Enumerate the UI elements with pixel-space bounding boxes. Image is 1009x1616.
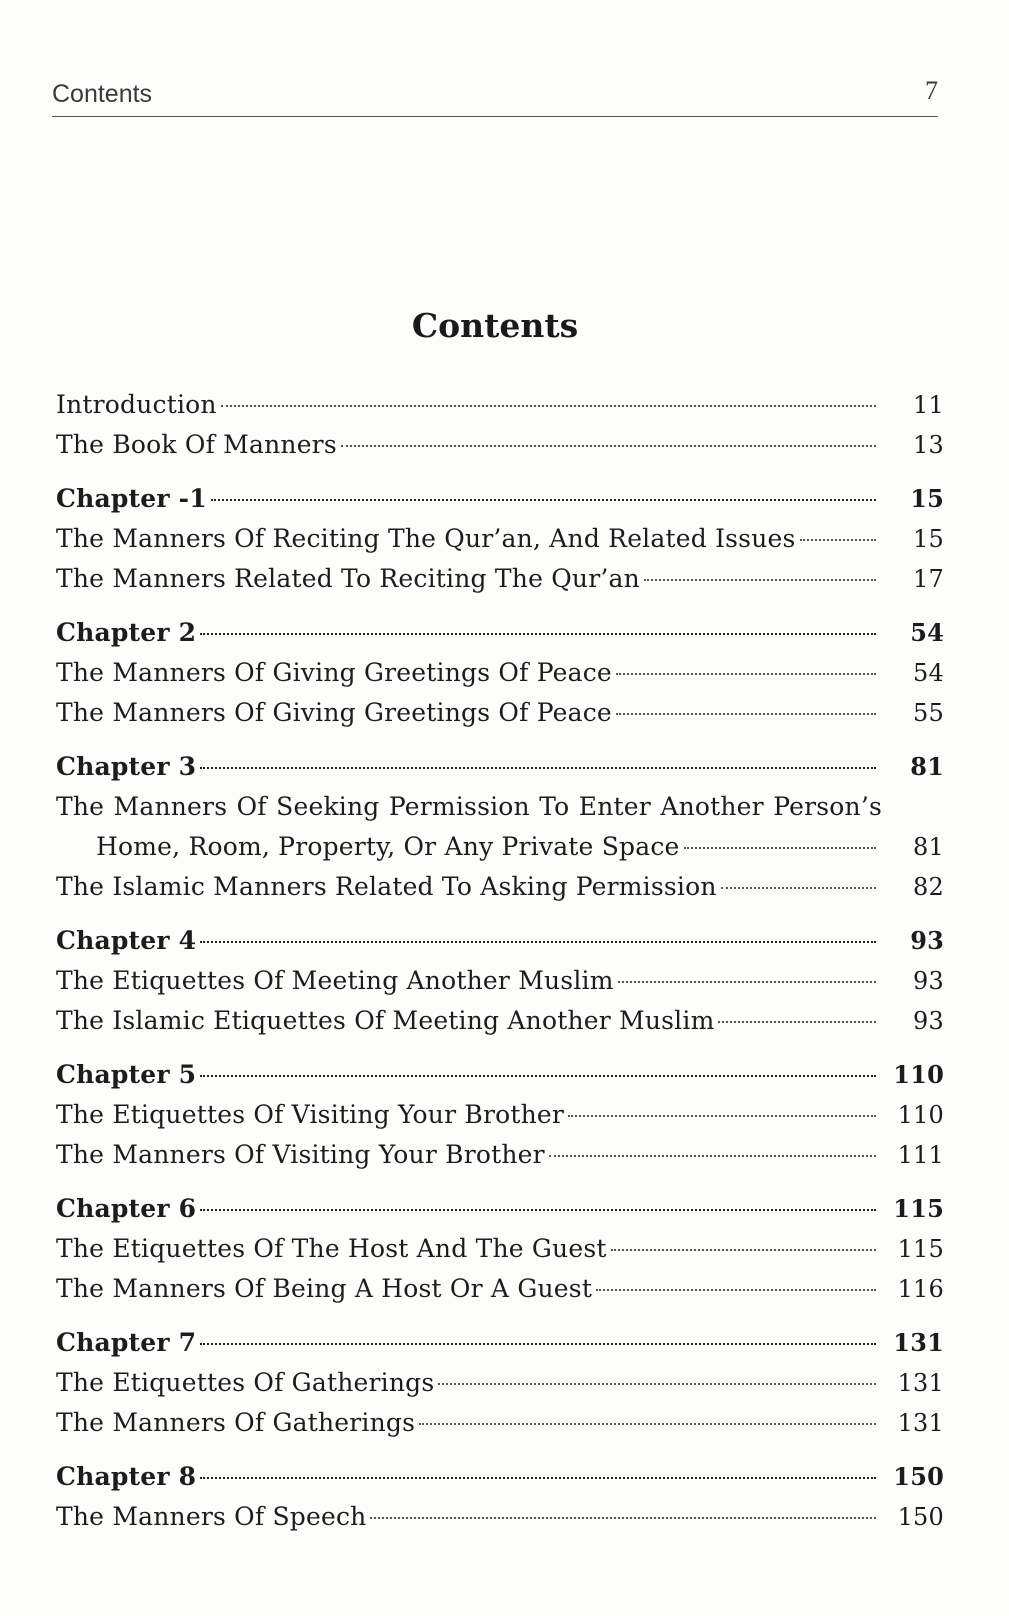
toc-entry-page: 110: [897, 1101, 944, 1129]
toc-group-chapter-6: [56, 1189, 944, 1309]
dot-leader: [200, 1209, 876, 1211]
toc-chapter-page: 150: [893, 1462, 944, 1491]
page-title: Contents: [411, 306, 579, 345]
dot-leader: [200, 941, 876, 943]
toc-entry-page: 11: [913, 391, 944, 419]
toc-entry-page: 93: [913, 967, 944, 995]
toc-entry[interactable]: [56, 425, 944, 465]
toc-chapter-page: 15: [910, 484, 944, 513]
running-title: Contents: [52, 80, 153, 108]
toc-entry-label: The Manners Of Speech: [56, 1502, 367, 1531]
dot-leader: [611, 1249, 876, 1251]
dot-leader: [721, 887, 876, 889]
running-header: [52, 76, 938, 117]
toc-chapter-page: 81: [910, 752, 944, 781]
toc-entry-label: The Manners Of Reciting The Qur’an, And Related Issues: [56, 524, 796, 553]
toc-chapter-heading[interactable]: [56, 1323, 944, 1363]
toc-entry-label: The Book Of Manners: [56, 430, 337, 459]
toc-entry-page: 82: [913, 873, 944, 901]
toc-entry-page: 131: [897, 1409, 944, 1437]
toc-chapter-heading[interactable]: [56, 613, 944, 653]
toc-chapter-label: Chapter 8: [56, 1462, 197, 1491]
toc-entry-page: 93: [913, 1007, 944, 1035]
toc-entry[interactable]: [56, 385, 944, 425]
toc-entry[interactable]: [56, 693, 944, 733]
toc-entry-page: 115: [897, 1235, 944, 1263]
toc-entry[interactable]: [56, 1001, 944, 1041]
toc-entry[interactable]: [56, 1403, 944, 1443]
dot-leader: [644, 579, 876, 581]
toc-entry-page: 116: [897, 1275, 944, 1303]
toc-entry-label: The Etiquettes Of Meeting Another Muslim: [56, 966, 614, 995]
toc-entry-label: The Etiquettes Of Visiting Your Brother: [56, 1100, 565, 1129]
toc-entry-label-line2: Home, Room, Property, Or Any Private Space: [96, 832, 680, 861]
toc-entry-label: The Manners Related To Reciting The Qur’an: [56, 564, 640, 593]
dot-leader: [800, 539, 876, 541]
toc-entry-label: The Manners Of Gatherings: [56, 1408, 416, 1437]
dot-leader: [616, 673, 876, 675]
dot-leader: [568, 1115, 876, 1117]
dot-leader: [438, 1383, 876, 1385]
toc-entry-label: The Manners Of Being A Host Or A Guest: [56, 1274, 593, 1303]
dot-leader: [370, 1517, 876, 1519]
toc-entry-continuation: [56, 827, 944, 867]
toc-entry-label: The Manners Of Visiting Your Brother: [56, 1140, 545, 1169]
dot-leader: [221, 405, 876, 407]
toc-entry[interactable]: [56, 1363, 944, 1403]
toc-chapter-label: Chapter 3: [56, 752, 197, 781]
toc-chapter-label: Chapter 4: [56, 926, 197, 955]
dot-leader: [211, 499, 876, 501]
dot-leader: [684, 847, 876, 849]
toc-entry-page: 81: [913, 833, 944, 861]
toc-entry-label: The Etiquettes Of Gatherings: [56, 1368, 435, 1397]
dot-leader: [200, 633, 876, 635]
dot-leader: [341, 445, 876, 447]
toc-entry-page: 17: [913, 565, 944, 593]
dot-leader: [596, 1289, 876, 1291]
toc-entry[interactable]: [56, 1229, 944, 1269]
dot-leader: [718, 1021, 876, 1023]
toc-group-chapter-7: [56, 1323, 944, 1443]
toc-group-chapter-5: [56, 1055, 944, 1175]
toc-entry[interactable]: [56, 653, 944, 693]
toc-entry-page: 15: [913, 525, 944, 553]
dot-leader: [549, 1155, 876, 1157]
toc-chapter-label: Chapter 6: [56, 1194, 197, 1223]
toc-entry-page: 55: [913, 699, 944, 727]
toc-chapter-heading[interactable]: [56, 1457, 944, 1497]
toc-entry-label-line1: The Manners Of Seeking Permission To Enter Another Person’s: [56, 792, 882, 821]
dot-leader: [200, 1343, 876, 1345]
toc-entry[interactable]: [56, 559, 944, 599]
toc-entry-page: 131: [897, 1369, 944, 1397]
toc-entry[interactable]: [56, 1095, 944, 1135]
toc-chapter-label: Chapter 2: [56, 618, 197, 647]
dot-leader: [200, 767, 876, 769]
toc-entry-label: The Etiquettes Of The Host And The Guest: [56, 1234, 607, 1263]
toc-entry-label: The Islamic Manners Related To Asking Permission: [56, 872, 717, 901]
dot-leader: [200, 1477, 876, 1479]
toc-entry[interactable]: [56, 1135, 944, 1175]
toc-entry-label: Introduction: [56, 390, 217, 419]
toc-chapter-page: 131: [893, 1328, 944, 1357]
toc-chapter-page: 110: [893, 1060, 944, 1089]
toc-chapter-heading[interactable]: [56, 747, 944, 787]
toc-entry[interactable]: [56, 867, 944, 907]
toc-entry-label: The Manners Of Giving Greetings Of Peace: [56, 658, 612, 687]
toc-entry-page: 150: [897, 1503, 944, 1531]
toc-chapter-heading[interactable]: [56, 479, 944, 519]
toc-entry-page: 111: [897, 1141, 944, 1169]
toc-entry[interactable]: [56, 1497, 944, 1537]
toc-group-chapter-3: [56, 747, 944, 907]
toc-entry-label: The Manners Of Giving Greetings Of Peace: [56, 698, 612, 727]
dot-leader: [200, 1075, 876, 1077]
dot-leader: [616, 713, 876, 715]
dot-leader: [419, 1423, 876, 1425]
toc-chapter-heading[interactable]: [56, 921, 944, 961]
toc-group-chapter-1: [56, 479, 944, 599]
toc-chapter-page: 54: [910, 618, 944, 647]
toc-chapter-page: 93: [910, 926, 944, 955]
toc-group-chapter-4: [56, 921, 944, 1041]
toc-group-chapter-8: [56, 1457, 944, 1537]
toc-chapter-heading[interactable]: [56, 1189, 944, 1229]
toc-entry[interactable]: [56, 519, 944, 559]
table-of-contents: [56, 385, 944, 1551]
dot-leader: [618, 981, 876, 983]
toc-group-front-matter: [56, 385, 944, 465]
toc-chapter-label: Chapter 7: [56, 1328, 197, 1357]
toc-entry[interactable]: [56, 787, 944, 867]
toc-chapter-heading[interactable]: [56, 1055, 944, 1095]
toc-entry[interactable]: [56, 1269, 944, 1309]
toc-chapter-label: Chapter -1: [56, 484, 207, 513]
toc-entry-label: The Islamic Etiquettes Of Meeting Another Muslim: [56, 1006, 715, 1035]
toc-chapter-label: Chapter 5: [56, 1060, 197, 1089]
toc-entry-page: 13: [913, 431, 944, 459]
toc-group-chapter-2: [56, 613, 944, 733]
toc-entry[interactable]: [56, 961, 944, 1001]
toc-chapter-page: 115: [893, 1194, 944, 1223]
toc-entry-page: 54: [913, 659, 944, 687]
running-page-number: 7: [925, 76, 938, 105]
